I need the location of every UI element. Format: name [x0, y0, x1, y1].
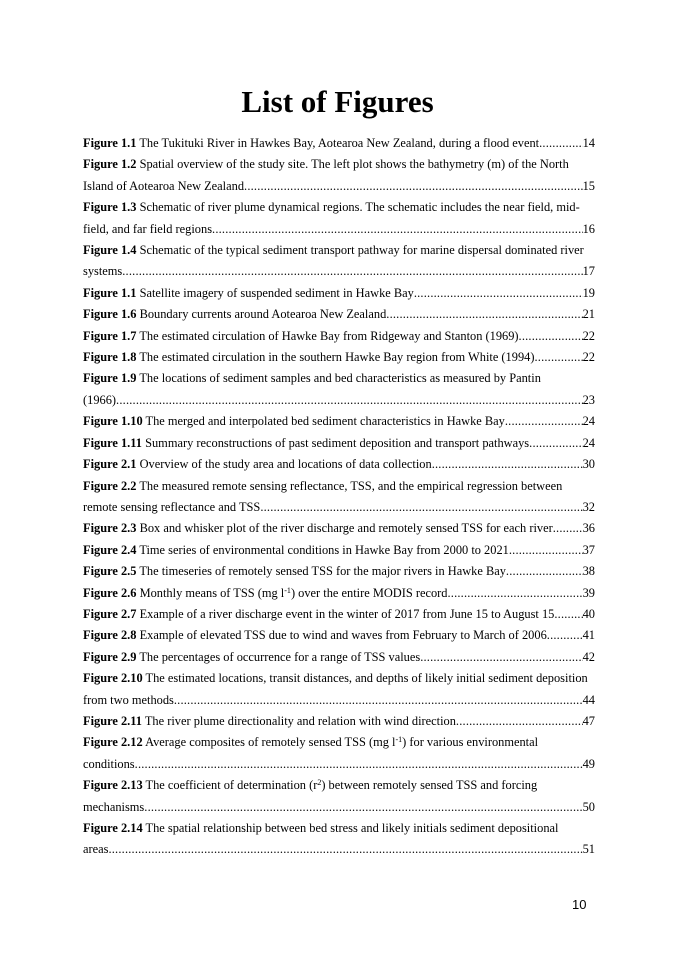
figure-label: Figure 1.6: [83, 307, 137, 322]
dot-leader: [456, 711, 583, 732]
figure-caption-cont: conditions: [83, 756, 135, 771]
figure-caption: The estimated circulation in the southern Hawke Bay region from White (1994): [139, 350, 535, 365]
figure-caption: Box and whisker plot of the river discharge and remotely sensed TSS for each river: [139, 521, 553, 536]
list-item: [83, 133, 595, 154]
list-item: [83, 283, 595, 304]
figure-label: Figure 1.1: [83, 136, 137, 150]
dot-leader: [553, 518, 583, 539]
figure-label: Figure 2.2: [83, 478, 137, 493]
page-ref: 22: [582, 350, 595, 365]
page-ref: 24: [582, 414, 595, 429]
page-ref: 23: [582, 392, 595, 407]
superscript: 2: [317, 778, 322, 788]
page-ref: 17: [582, 264, 595, 279]
page-number: 10: [572, 897, 587, 912]
figure-list: [83, 133, 595, 861]
figure-label: Figure 1.10: [83, 414, 143, 429]
dot-leader: [539, 133, 583, 154]
page-ref: 24: [582, 435, 595, 450]
list-item: [83, 518, 595, 539]
page-ref: 50: [582, 799, 595, 814]
superscript: -1: [395, 735, 403, 745]
figure-caption: The spatial relationship between bed stress and likely initials sediment depositional: [145, 821, 559, 835]
list-item: [83, 368, 595, 411]
figure-caption-cont: systems: [83, 264, 123, 279]
figure-caption-end: ) for various environmental: [402, 735, 539, 750]
figure-label: Figure 2.3: [83, 521, 137, 536]
figure-caption: Example of elevated TSS due to wind and waves from February to March of 2006: [139, 628, 547, 643]
dot-leader: [447, 583, 582, 604]
figure-caption-cont: Island of Aotearoa New Zealand: [83, 178, 245, 193]
page-ref: 19: [582, 285, 595, 300]
figure-caption: The river plume directionality and relation with wind direction: [144, 713, 456, 728]
figure-label: Figure 2.10: [83, 671, 143, 686]
dot-leader: [244, 176, 583, 197]
dot-leader: [554, 604, 582, 625]
dot-leader: [547, 625, 583, 646]
figure-caption: Schematic of river plume dynamical regions. The schematic includes the near field, mid-: [139, 200, 580, 215]
dot-leader: [414, 283, 583, 304]
figure-caption: Spatial overview of the study site. The left plot shows the bathymetry (m) of the North: [139, 157, 569, 172]
figure-caption: The Tukituki River in Hawkes Bay, Aotearoa New Zealand, during a flood event: [139, 136, 540, 150]
figure-caption-end: ) between remotely sensed TSS and forcing: [321, 778, 538, 793]
page-ref: 38: [582, 564, 595, 579]
figure-caption: Satellite imagery of suspended sediment in Hawke Bay: [139, 285, 414, 300]
page-title: List of Figures: [241, 84, 434, 119]
dot-leader: [432, 454, 583, 475]
dot-leader: [509, 540, 583, 561]
list-item: [83, 583, 595, 604]
dot-leader: [529, 433, 582, 454]
page-ref: 41: [582, 628, 595, 643]
page-ref: 40: [582, 606, 595, 621]
figure-label: Figure 2.14: [83, 821, 143, 835]
list-item: [83, 197, 595, 240]
page-ref: 30: [582, 457, 595, 472]
list-item: [83, 347, 595, 368]
dot-leader: [534, 347, 582, 368]
figure-caption: The estimated circulation of Hawke Bay from Ridgeway and Stanton (1969): [139, 328, 519, 343]
dot-leader: [212, 219, 583, 240]
dot-leader: [519, 326, 583, 347]
figure-caption: Boundary currents around Aotearoa New Zealand: [139, 307, 387, 322]
dot-leader: [116, 390, 583, 411]
list-item: [83, 304, 595, 325]
page-ref: 42: [582, 649, 595, 664]
list-item: [83, 326, 595, 347]
dot-leader: [386, 304, 582, 325]
dot-leader: [174, 690, 583, 711]
figure-label: Figure 2.8: [83, 628, 137, 643]
figure-caption: Schematic of the typical sediment transport pathway for marine dispersal dominated river: [139, 243, 584, 258]
figure-label: Figure 1.3: [83, 200, 137, 215]
list-item: [83, 818, 595, 861]
page-ref: 44: [582, 692, 595, 707]
figure-label: Figure 2.7: [83, 606, 137, 621]
page-ref: 51: [582, 842, 595, 857]
figure-caption: The measured remote sensing reflectance, TSS, and the empirical regression between: [139, 478, 563, 493]
figure-caption-cont: (1966): [83, 392, 117, 407]
figure-caption: Time series of environmental conditions in Hawke Bay from 2000 to 2021: [139, 542, 509, 557]
list-item: [83, 604, 595, 625]
figure-label: Figure 2.9: [83, 649, 137, 664]
list-item: [83, 775, 595, 818]
figure-label: Figure 1.11: [83, 435, 142, 450]
list-item: [83, 540, 595, 561]
list-item: [83, 561, 595, 582]
figure-caption-cont: areas: [83, 842, 109, 857]
figure-label: Figure 1.4: [83, 243, 137, 258]
page-ref: 32: [582, 499, 595, 514]
page-ref: 36: [582, 521, 595, 536]
list-item: [83, 454, 595, 475]
figure-caption: The coefficient of determination (r: [145, 778, 318, 793]
figure-caption: The timeseries of remotely sensed TSS for the major rivers in Hawke Bay: [139, 564, 506, 579]
figure-caption: The percentages of occurrence for a range of TSS values: [139, 649, 421, 664]
page-ref: 16: [582, 221, 595, 236]
dot-leader: [108, 839, 582, 860]
page-ref: 49: [582, 756, 595, 771]
page-ref: 22: [582, 328, 595, 343]
list-item: [83, 647, 595, 668]
figure-label: Figure 2.4: [83, 542, 137, 557]
figure-caption: Summary reconstructions of past sediment deposition and transport pathways: [145, 435, 530, 450]
page-ref: 14: [582, 136, 595, 150]
figure-label: Figure 2.13: [83, 778, 143, 793]
dot-leader: [420, 647, 582, 668]
figure-label: Figure 1.2: [83, 157, 137, 172]
figure-caption: Example of a river discharge event in the winter of 2017 from June 15 to August 15: [139, 606, 555, 621]
list-item: [83, 476, 595, 519]
figure-label: Figure 1.1: [83, 285, 137, 300]
figure-caption: Average composites of remotely sensed TSS (mg l: [145, 735, 396, 750]
page-ref: 47: [582, 713, 595, 728]
figure-label: Figure 2.11: [83, 713, 142, 728]
list-item: [83, 668, 595, 711]
page-ref: 15: [582, 178, 595, 193]
dot-leader: [505, 411, 583, 432]
page-ref: 21: [582, 307, 595, 322]
list-item: [83, 154, 595, 197]
page-ref: 37: [582, 542, 595, 557]
figure-label: Figure 2.6: [83, 585, 137, 600]
dot-leader: [135, 754, 583, 775]
figure-label: Figure 2.1: [83, 457, 137, 472]
dot-leader: [144, 797, 582, 818]
figure-caption-cont: from two methods: [83, 692, 174, 707]
figure-label: Figure 2.12: [83, 735, 143, 750]
list-item: [83, 711, 595, 732]
figure-label: Figure 2.5: [83, 564, 137, 579]
figure-caption: Overview of the study area and locations of data collection: [139, 457, 432, 472]
superscript: -1: [284, 585, 291, 595]
figure-caption-cont: mechanisms: [83, 799, 145, 814]
dot-leader: [260, 497, 582, 518]
list-item: [83, 240, 595, 283]
figure-caption: The locations of sediment samples and bed characteristics as measured by Pantin: [139, 371, 541, 386]
figure-caption: The merged and interpolated bed sediment characteristics in Hawke Bay: [145, 414, 505, 429]
figure-label: Figure 1.7: [83, 328, 137, 343]
figure-caption-cont: field, and far field regions: [83, 221, 213, 236]
list-item: [83, 433, 595, 454]
list-item: [83, 625, 595, 646]
list-item: [83, 411, 595, 432]
figure-label: Figure 1.8: [83, 350, 137, 365]
dot-leader: [506, 561, 583, 582]
page-ref: 39: [582, 585, 595, 600]
figure-caption-end: ) over the entire MODIS record: [290, 585, 448, 600]
dot-leader: [122, 261, 582, 282]
figure-caption: The estimated locations, transit distances, and depths of likely initial sediment deposition: [145, 671, 588, 686]
figure-caption: Monthly means of TSS (mg l: [139, 585, 285, 600]
figure-label: Figure 1.9: [83, 371, 137, 386]
list-item: [83, 732, 595, 775]
figure-caption-cont: remote sensing reflectance and TSS: [83, 499, 261, 514]
